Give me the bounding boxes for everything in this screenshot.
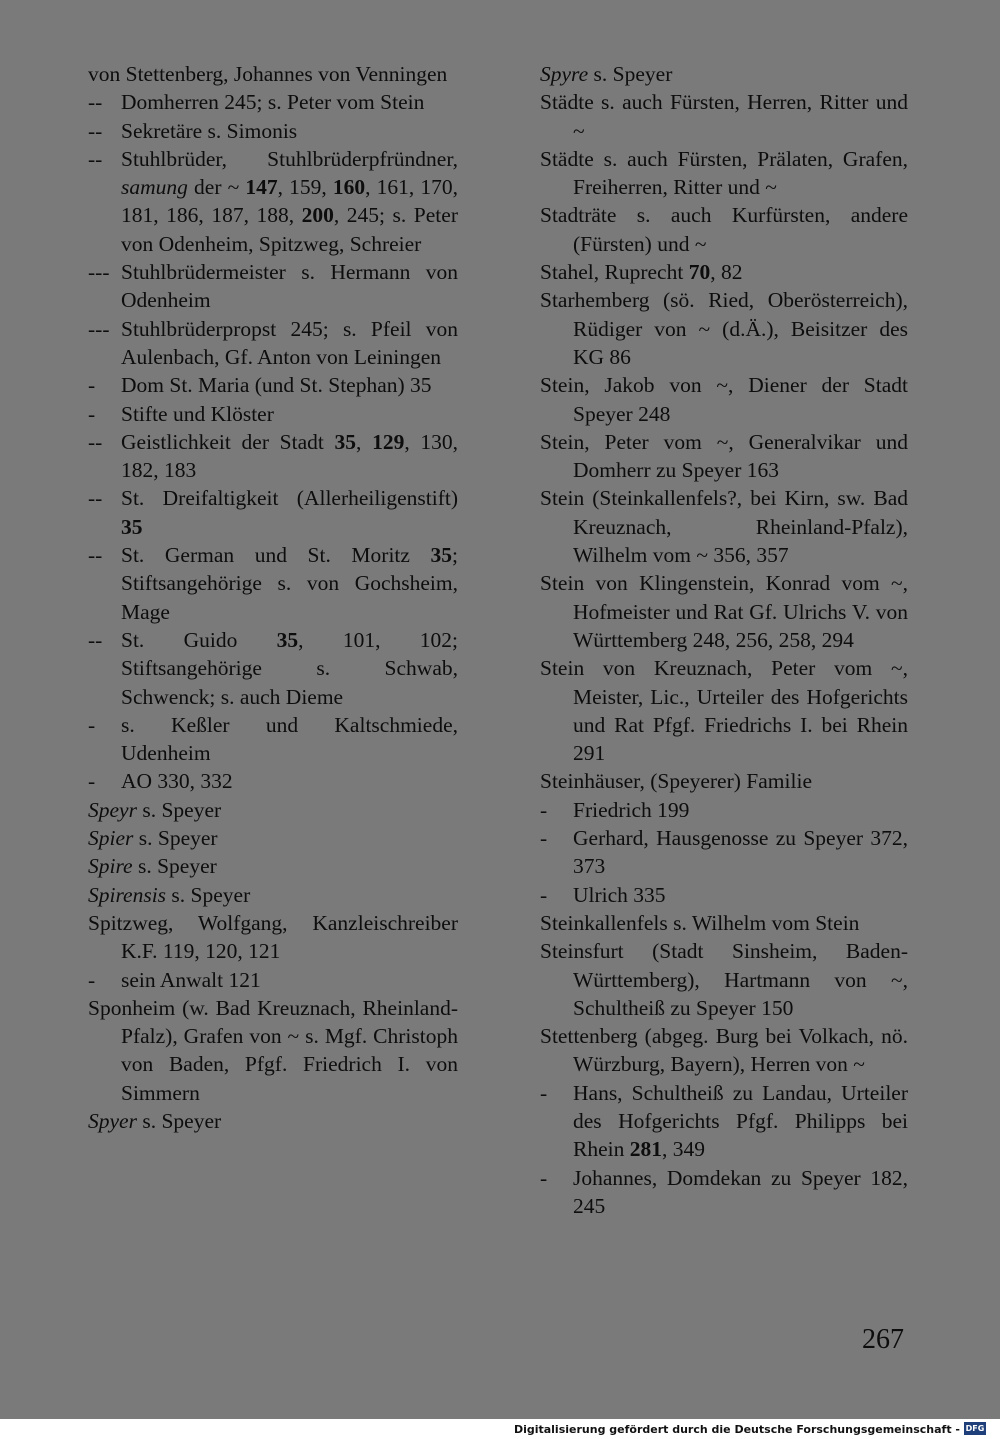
entry-text-segment: 281 [629,1137,662,1162]
entry-text-segment: s. Speyer [136,1108,222,1133]
entry-text: Ulrich 335 [573,882,666,907]
index-entry [540,909,908,937]
entry-text-segment: , 349 [661,1137,705,1162]
entry-text: Steinhäuser, (Speyerer) Familie [540,769,812,794]
index-entry [540,937,908,1022]
entry-text: Sekretäre s. Simonis [121,118,298,143]
entry-text-segment: Spyer [88,1108,137,1133]
index-subentry [88,315,458,372]
index-entry [88,881,458,909]
index-subentry [88,711,458,768]
subentry-dash: - [88,712,96,737]
entry-text: Stifte und Klöster [121,401,274,426]
index-entry [540,88,908,145]
subentry-dash: - [540,1080,548,1105]
funding-notice: Digitalisierung gefördert durch die Deutsche Forschungsgemeinschaft - [513,1423,960,1436]
entry-text-segment: St. German und St. Moritz [121,543,431,568]
dfg-logo-icon: DFG [965,1424,985,1433]
index-entry [540,569,908,654]
footer-bar [0,1419,1000,1439]
index-entry [540,484,908,569]
entry-text: Spitzweg, Wolfgang, Kanzleischreiber K.F. 119, 120, 121 [88,910,458,964]
entry-text: Steinkallenfels s. Wilhelm vom Stein [540,910,860,935]
entry-text: Städte s. auch Fürsten, Prälaten, Grafen, Freiherren, Ritter und ~ [540,146,908,200]
subentry-dash: - [540,1165,548,1190]
entry-text-segment: 35 [430,543,453,568]
entry-text-segment: 160 [332,175,366,200]
index-subentry [88,88,458,116]
entry-text-segment: Stahel, Ruprecht [540,260,689,285]
entry-text: Stein von Kreuznach, Peter vom ~, Meister, Lic., Urteiler des Hofgerichts und Rat Pfgf. Friedrichs I. bei Rhein 291 [540,656,908,766]
entry-text-segment: Spier [88,826,134,851]
page-number: 267 [862,1324,904,1355]
entry-text: Stadträte s. auch Kurfürsten, andere (Fürsten) und ~ [540,203,908,256]
index-entry [540,371,908,428]
index-subentry [540,824,908,881]
entry-text-segment: samung [121,175,188,200]
entry-text-segment: s. Speyer [166,882,251,907]
index-entry [540,654,908,767]
entry-text-segment: Spire [88,854,133,879]
entry-text: Dom St. Maria (und St. Stephan) 35 [121,373,432,398]
entry-text: s. Keßler und Kaltschmiede, Udenheim [121,712,458,766]
entry-text: sein Anwalt 121 [121,967,261,992]
index-subentry [88,767,458,795]
entry-text-segment: s. Speyer [132,854,217,879]
entry-text-segment: , 245; s. Peter von Odenheim, Spitzweg, Schreier [121,203,458,256]
index-entry [540,767,908,795]
subentry-dash: -- [88,627,103,652]
index-subentry [88,626,458,711]
subentry-dash: --- [88,316,110,341]
entry-text-segment: , 161, 170, 181, 186, 187, 188, [121,175,458,228]
entry-text: Städte s. auch Fürsten, Herren, Ritter und ~ [540,90,908,143]
index-subentry [88,541,458,626]
entry-text-segment: Spirensis [88,882,167,907]
entry-text: Johannes, Domdekan zu Speyer 182, 245 [573,1165,908,1218]
index-entry [540,428,908,485]
index-entry [540,286,908,371]
entry-text-segment: ; Stiftsangehörige s. von Gochsheim, Mage [121,543,458,624]
index-subentry [88,117,458,145]
entry-text-segment: 35 [334,429,357,454]
entry-text-segment: der ~ [187,175,246,200]
index-entry [540,60,908,88]
entry-text: Sponheim (w. Bad Kreuznach, Rheinland-Pfalz), Grafen von ~ s. Mgf. Christoph von Baden, Pfgf. Friedrich I. von Simmern [88,995,458,1105]
index-entry [88,796,458,824]
index-entry [88,994,458,1107]
entry-text: Stein (Steinkallenfels?, bei Kirn, sw. Bad Kreuznach, Rheinland-Pfalz), Wilhelm vom ~ 356, 357 [540,486,908,568]
subentry-dash: - [88,967,96,992]
entry-text-segment: , 130, 182, 183 [121,429,458,483]
index-entry [88,1107,458,1135]
entry-text-segment: s. Speyer [136,797,222,822]
entry-text: Stein von Klingenstein, Konrad vom ~, Hofmeister und Rat Gf. Ulrichs V. von Württemberg 248, 256, 258, 294 [540,571,908,652]
entry-text: Gerhard, Hausgenosse zu Speyer 372, 373 [573,826,908,879]
entry-text-segment: 35 [276,627,299,652]
entry-text-segment: , [356,429,373,454]
subentry-dash: -- [88,146,103,171]
subentry-dash: -- [88,90,103,115]
index-entry [540,1022,908,1079]
entry-text: Starhemberg (sö. Ried, Oberösterreich), Rüdiger von ~ (d.Ä.), Beisitzer des KG 86 [540,288,908,369]
subentry-dash: -- [88,543,103,568]
entry-text: von Stettenberg, Johannes von Venningen [88,62,448,86]
index-entry [88,824,458,852]
index-subentry [88,484,458,541]
entry-text-segment: Hans, Schultheiß zu Landau, Urteiler des Hofgerichts Pfgf. Philipps bei Rhein [573,1080,908,1162]
subentry-dash: -- [88,486,103,511]
subentry-dash: - [540,882,548,907]
index-subentry [540,881,908,909]
index-subentry [540,1079,908,1164]
entry-text-segment: s. Speyer [588,62,673,86]
entry-text: Friedrich 199 [573,797,690,822]
index-subentry [540,796,908,824]
entry-text-segment: , 82 [710,260,743,285]
entry-text-segment: 147 [245,175,278,200]
index-column-left [88,60,458,1135]
subentry-dash: -- [88,429,103,454]
entry-text-segment: 200 [301,203,334,228]
index-subentry [88,258,458,315]
subentry-dash: - [88,401,96,426]
entry-text-segment: , 159, [277,175,333,200]
index-entry [88,909,458,966]
subentry-dash: - [540,826,548,851]
index-entry [540,145,908,202]
entry-text-segment: Geistlichkeit der Stadt [121,429,335,454]
entry-text: Domherren 245; s. Peter vom Stein [121,90,425,115]
entry-text: AO 330, 332 [121,769,233,794]
index-entry [88,852,458,880]
entry-text-segment: s. Speyer [133,826,218,851]
index-entry [540,258,908,286]
entry-text-segment: 70 [688,260,711,285]
entry-text-segment: St. Dreifaltigkeit (Allerheiligenstift) [121,486,458,511]
entry-text: Stein, Jakob von ~, Diener der Stadt Speyer 248 [540,373,908,426]
index-entry [88,60,458,88]
subentry-dash: - [88,769,96,794]
index-entry [540,201,908,258]
entry-text-segment: 35 [121,514,143,539]
entry-text-segment: St. Guido [121,627,277,652]
index-subentry [88,400,458,428]
entry-text-segment: Stuhlbrüder, Stuhlbrüderpfründner, [121,146,458,171]
entry-text: Stein, Peter vom ~, Generalvikar und Domherr zu Speyer 163 [540,429,908,483]
index-column-right [540,60,908,1220]
entry-text: Stuhlbrüderpropst 245; s. Pfeil von Aulenbach, Gf. Anton von Leiningen [121,316,458,369]
entry-text: Stettenberg (abgeg. Burg bei Volkach, nö. Würzburg, Bayern), Herren von ~ [540,1024,908,1077]
subentry-dash: - [540,797,548,822]
subentry-dash: - [88,373,96,398]
index-subentry [540,1164,908,1221]
index-subentry [88,428,458,485]
subentry-dash: --- [88,260,110,285]
entry-text: Stuhlbrüdermeister s. Hermann von Odenheim [121,260,458,313]
entry-text-segment: Spyre [540,62,589,86]
entry-text-segment: Speyr [88,797,137,822]
subentry-dash: -- [88,118,103,143]
entry-text: Steinsfurt (Stadt Sinsheim, Baden-Württemberg), Hartmann von ~, Schultheiß zu Speyer 150 [540,939,908,1020]
index-subentry [88,371,458,399]
entry-text-segment: , 101, 102; Stiftsangehörige s. Schwab, Schwenck; s. auch Dieme [121,627,458,709]
index-subentry [88,966,458,994]
entry-text-segment: 129 [372,429,405,454]
index-subentry [88,145,458,258]
